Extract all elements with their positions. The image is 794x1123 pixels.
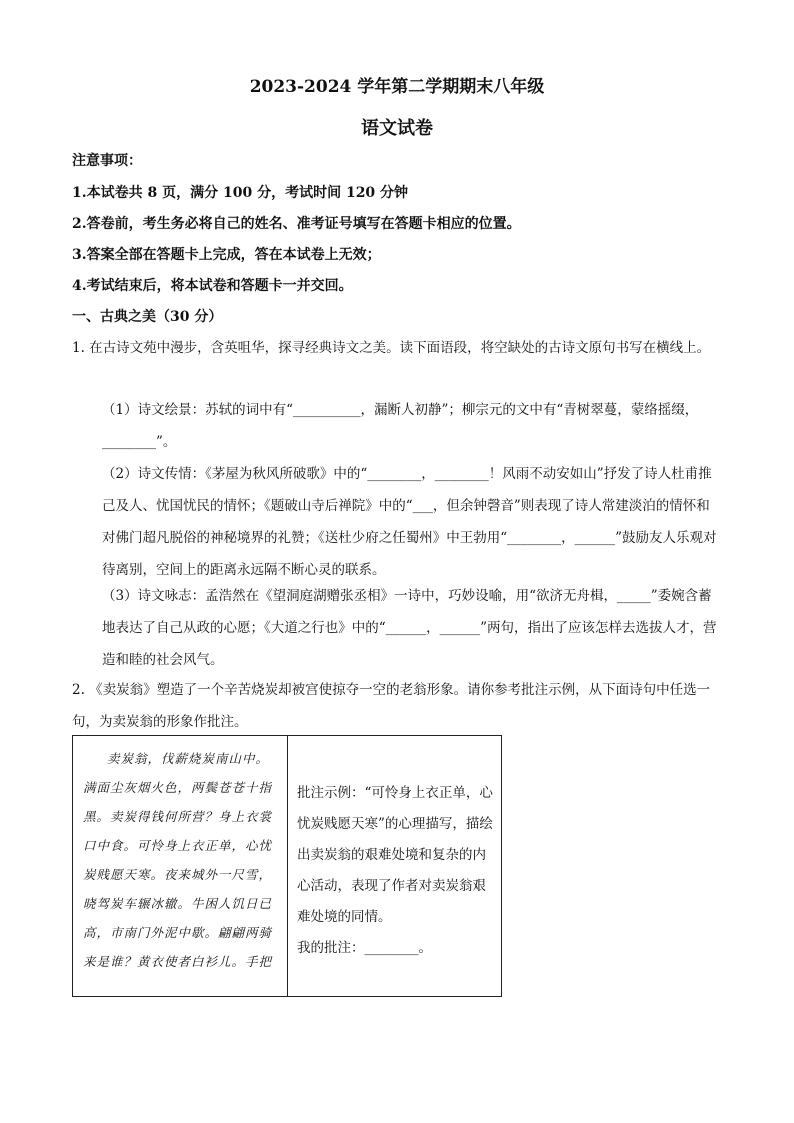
- notice-item-3: 3.答案全部在答题卡上完成，答在本试卷上无效；: [72, 247, 381, 263]
- question-1-part-3: [72, 580, 722, 676]
- question-1-part-2-text: （2）诗文传情：《茅屋为秋风所破歌》中的“________，________！风雨不动安如山”抒发了诗人杜甫推己及人、忧国忧民的情怀；《题破山寺后禅院》中的“___，但余钟磬音”则表现了诗人常建淡泊的情怀和对佛门超凡脱俗的神秘境界的礼赞；《送杜少府之任蜀州》中王勃用“________，______”鼓励友人乐观对待离别，空间上的距离永远隔不断心灵的联系。: [102, 466, 717, 578]
- notice-item-2: 2.答卷前，考生务必将自己的姓名、准考证号填写在答题卡相应的位置。: [72, 216, 521, 232]
- exam-subtitle: 语文试卷: [361, 118, 433, 139]
- question-1-part-2: [72, 458, 722, 586]
- poem-cell: [83, 744, 279, 976]
- notice-item-1: 1.本试卷共 8 页，满分 100 分，考试时间 120 分钟: [72, 185, 409, 201]
- table-divider: [287, 736, 288, 996]
- poem-first-line: 卖炭翁，伐薪烧炭南山中。: [107, 751, 270, 766]
- annotation-example: 批注示例：“可怜身上衣正单，心忧炭贱愿天寒”的心理描写，描绘出卖炭翁的艰难处境和复杂的内心活动，表现了作者对卖炭翁艰难处境的同情。: [297, 785, 493, 925]
- my-annotation: 我的批注：________。: [297, 940, 432, 956]
- exam-title: 2023-2024 学年第二学期期末八年级: [249, 77, 545, 97]
- annotation-cell: [297, 778, 497, 964]
- question-1-intro: 1. 在古诗文苑中漫步，含英咀华，探寻经典诗文之美。读下面语段，将空缺处的古诗文原句书写在横线上。: [72, 340, 711, 356]
- poem-body: 满面尘灰烟火色，两鬓苍苍十指黑。卖炭得钱何所营？身上衣裳口中食。可怜身上衣正单，心忧炭贱愿天寒。夜来城外一尺雪，晓驾炭车辗冰辙。牛困人饥日已高，市南门外泥中歇。翩翩两骑来是谁？黄衣使者白衫儿。手把: [83, 780, 273, 969]
- question-2-intro: 2. 《卖炭翁》塑造了一个辛苦烧炭却被宫使掠夺一空的老翁形象。请你参考批注示例，从下面诗句中任选一句，为卖炭翁的形象作批注。: [72, 682, 711, 730]
- notice-heading: 注意事项：: [72, 153, 142, 169]
- question-1-part-1: [72, 394, 722, 458]
- notice-item-4: 4.考试结束后，将本试卷和答题卡一并交回。: [72, 278, 353, 294]
- question-1-part-3-text: （3）诗文咏志：孟浩然在《望洞庭湖赠张丞相》一诗中，巧妙设喻，用“欲济无舟楫，_____”委婉含蓄地表达了自己从政的心愿；《大道之行也》中的“______，______”两句，指出了应该怎样去选拔人才，营造和睦的社会风气。: [102, 588, 717, 668]
- annotation-table: [72, 735, 502, 997]
- section-heading: 一、古典之美（30 分）: [72, 309, 223, 325]
- question-1-part-1-text: （1）诗文绘景：苏轼的词中有“__________，漏断人初静”；柳宗元的文中有“青树翠蔓，蒙络摇缀，________”。: [102, 402, 699, 450]
